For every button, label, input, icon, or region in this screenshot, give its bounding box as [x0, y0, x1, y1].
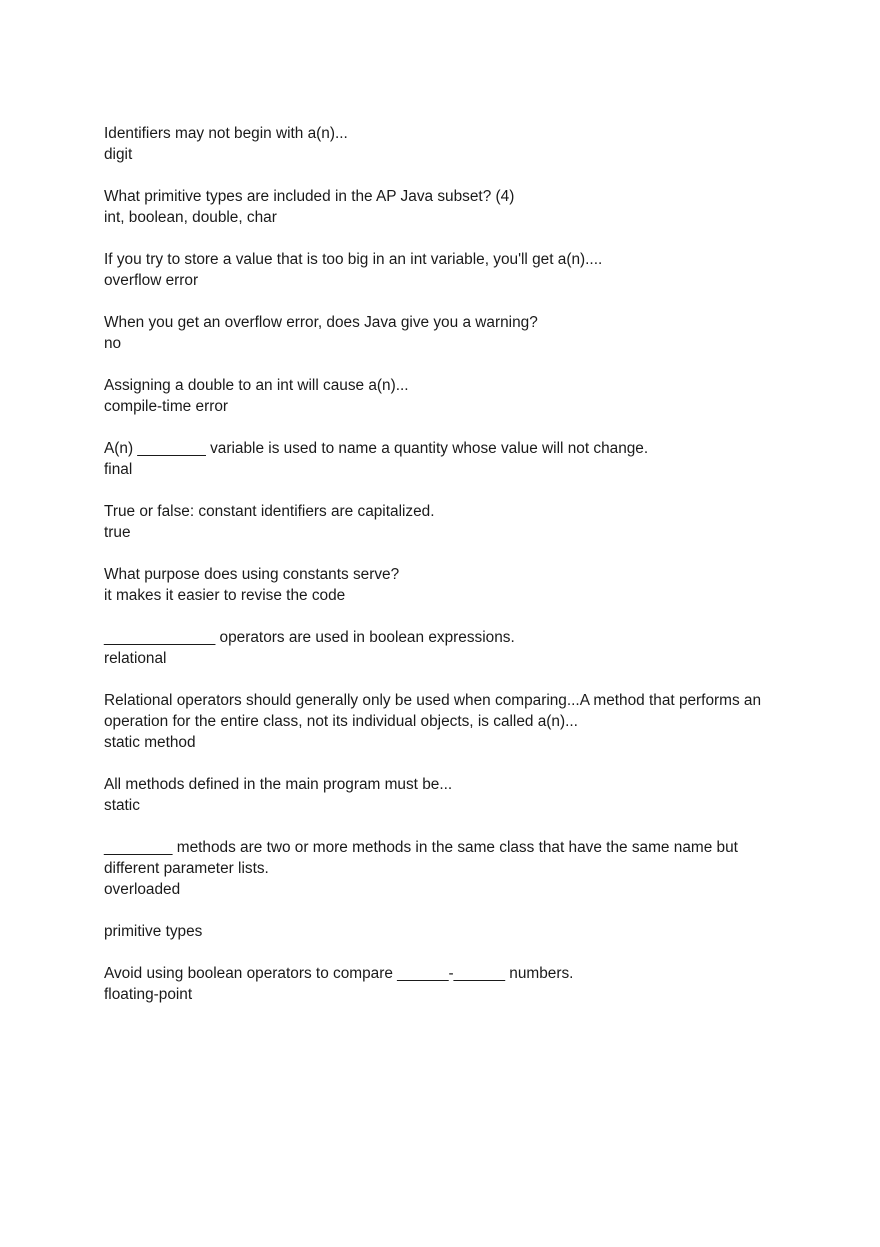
answer-text: int, boolean, double, char	[104, 209, 277, 226]
answer-text: static method	[104, 734, 196, 751]
question-text: What purpose does using constants serve?	[104, 566, 400, 583]
question-text: True or false: constant identifiers are capitalized.	[104, 503, 435, 520]
answer-text: overloaded	[104, 881, 181, 898]
flashcard-entry	[104, 690, 772, 753]
question-text: What primitive types are included in the AP Java subset? (4)	[104, 188, 515, 205]
answer-text: compile-time error	[104, 398, 229, 415]
question-text: Identifiers may not begin with a(n)...	[104, 125, 348, 142]
answer-text: primitive types	[104, 923, 203, 940]
answer-text: overflow error	[104, 272, 199, 289]
flashcard-entry	[104, 249, 772, 291]
question-text: ________ methods are two or more methods in the same class that have the same name but different parameter lists.	[104, 839, 743, 877]
flashcard-entry	[104, 186, 772, 228]
question-text: All methods defined in the main program must be...	[104, 776, 453, 793]
answer-text: relational	[104, 650, 167, 667]
question-text: _____________ operators are used in boolean expressions.	[104, 629, 515, 646]
flashcard-entry	[104, 312, 772, 354]
flashcard-entry	[104, 564, 772, 606]
flashcard-entry	[104, 921, 772, 942]
flashcard-entry	[104, 963, 772, 1005]
question-text: If you try to store a value that is too big in an int variable, you'll get a(n)....	[104, 251, 603, 268]
question-text: Avoid using boolean operators to compare ______-______ numbers.	[104, 965, 574, 982]
answer-text: digit	[104, 146, 133, 163]
question-text: Relational operators should generally only be used when comparing...A method that performs an operation for the entire class, not its individual objects, is called a(n)...	[104, 692, 766, 730]
question-text: Assigning a double to an int will cause a(n)...	[104, 377, 409, 394]
flashcard-entry	[104, 375, 772, 417]
flashcard-entry	[104, 627, 772, 669]
flashcard-entry	[104, 501, 772, 543]
flashcard-entry	[104, 438, 772, 480]
flashcard-entry	[104, 123, 772, 165]
answer-text: it makes it easier to revise the code	[104, 587, 346, 604]
answer-text: static	[104, 797, 140, 814]
flashcard-entry	[104, 774, 772, 816]
answer-text: floating-point	[104, 986, 193, 1003]
question-text: When you get an overflow error, does Java give you a warning?	[104, 314, 538, 331]
flashcard-list	[104, 123, 772, 1026]
answer-text: no	[104, 335, 122, 352]
question-text: A(n) ________ variable is used to name a quantity whose value will not change.	[104, 440, 649, 457]
answer-text: true	[104, 524, 131, 541]
answer-text: final	[104, 461, 133, 478]
flashcard-entry	[104, 837, 772, 900]
